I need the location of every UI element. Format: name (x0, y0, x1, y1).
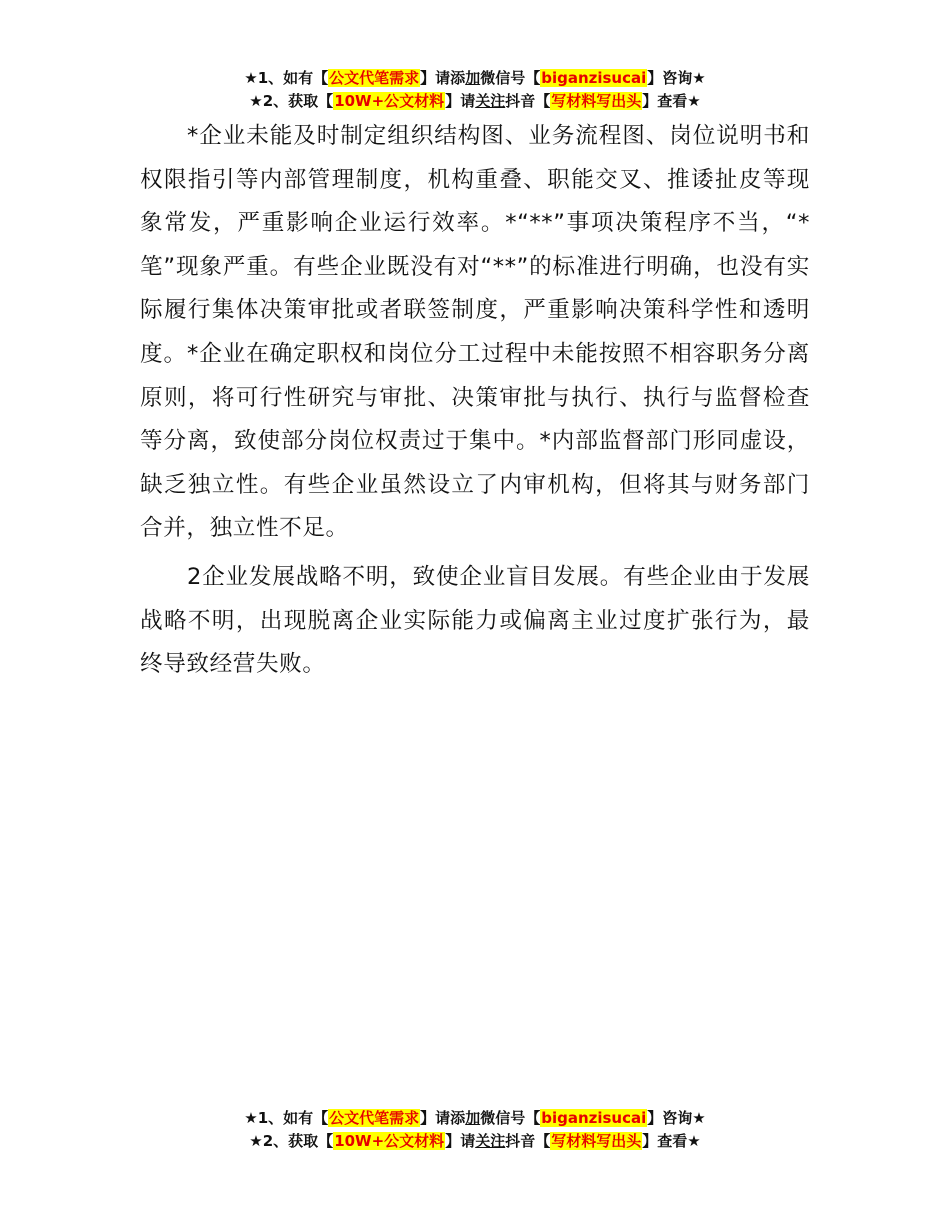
promo-text: 】咨询★ (647, 69, 706, 87)
promo-text: ★2、获取【 (249, 92, 334, 110)
promo-underlined-text: 加 (465, 69, 481, 87)
promo-underlined-text: 关注 (475, 1132, 506, 1150)
header-promo-line-2 (0, 90, 950, 113)
body-paragraph: *企业未能及时制定组织结构图、业务流程图、岗位说明书和权限指引等内部管理制度，机构重叠、职能交叉、推诿扯皮等现象常发，严重影响企业运行效率。*“**”事项决策程序不当，“*笔”现象严重。有些企业既没有对“**”的标准进行明确，也没有实际履行集体决策审批或者联签制度，严重影响决策科学性和透明度。*企业在确定职权和岗位分工过程中未能按照不相容职务分离原则，将可行性研究与审批、决策审批与执行、执行与监督检查等分离，致使部分岗位权责过于集中。*内部监督部门形同虚设，缺乏独立性。有些企业虽然设立了内审机构，但将其与财务部门合并，独立性不足。 (140, 123, 810, 542)
footer-promo-line-2 (0, 1130, 950, 1153)
promo-highlight: biganzisucai (541, 69, 647, 87)
promo-text: 】咨询★ (647, 1109, 706, 1127)
promo-highlight: 公文代笔需求 (329, 69, 420, 87)
promo-text: 】请添 (420, 1109, 466, 1127)
promo-highlight: 写材料写出头 (551, 1132, 642, 1150)
header-promo (0, 67, 950, 113)
promo-text: 微信号【 (480, 69, 541, 87)
promo-highlight: 公文代笔需求 (329, 1109, 420, 1127)
promo-text: 】请添 (420, 69, 466, 87)
promo-highlight: 写材料写出头 (551, 92, 642, 110)
promo-text: 】查看★ (642, 92, 701, 110)
footer-promo (0, 1107, 950, 1153)
promo-highlight: 10W+公文材料 (334, 92, 445, 110)
promo-text: 抖音【 (505, 1132, 551, 1150)
promo-text: 抖音【 (505, 92, 551, 110)
promo-highlight: 10W+公文材料 (334, 1132, 445, 1150)
promo-text: ★1、如有【 (244, 1109, 329, 1127)
footer-promo-line-1 (0, 1107, 950, 1130)
promo-text: 微信号【 (480, 1109, 541, 1127)
promo-text: ★2、获取【 (249, 1132, 334, 1150)
promo-text: 】请 (445, 1132, 476, 1150)
document-body (140, 115, 810, 687)
header-promo-line-1 (0, 67, 950, 90)
promo-text: ★1、如有【 (244, 69, 329, 87)
promo-text: 】请 (445, 92, 476, 110)
body-paragraph: 2企业发展战略不明，致使企业盲目发展。有些企业由于发展战略不明，出现脱离企业实际能力或偏离主业过度扩张行为，最终导致经营失败。 (140, 563, 810, 678)
promo-highlight: biganzisucai (541, 1109, 647, 1127)
promo-text: 】查看★ (642, 1132, 701, 1150)
promo-underlined-text: 加 (465, 1109, 481, 1127)
promo-underlined-text: 关注 (475, 92, 506, 110)
